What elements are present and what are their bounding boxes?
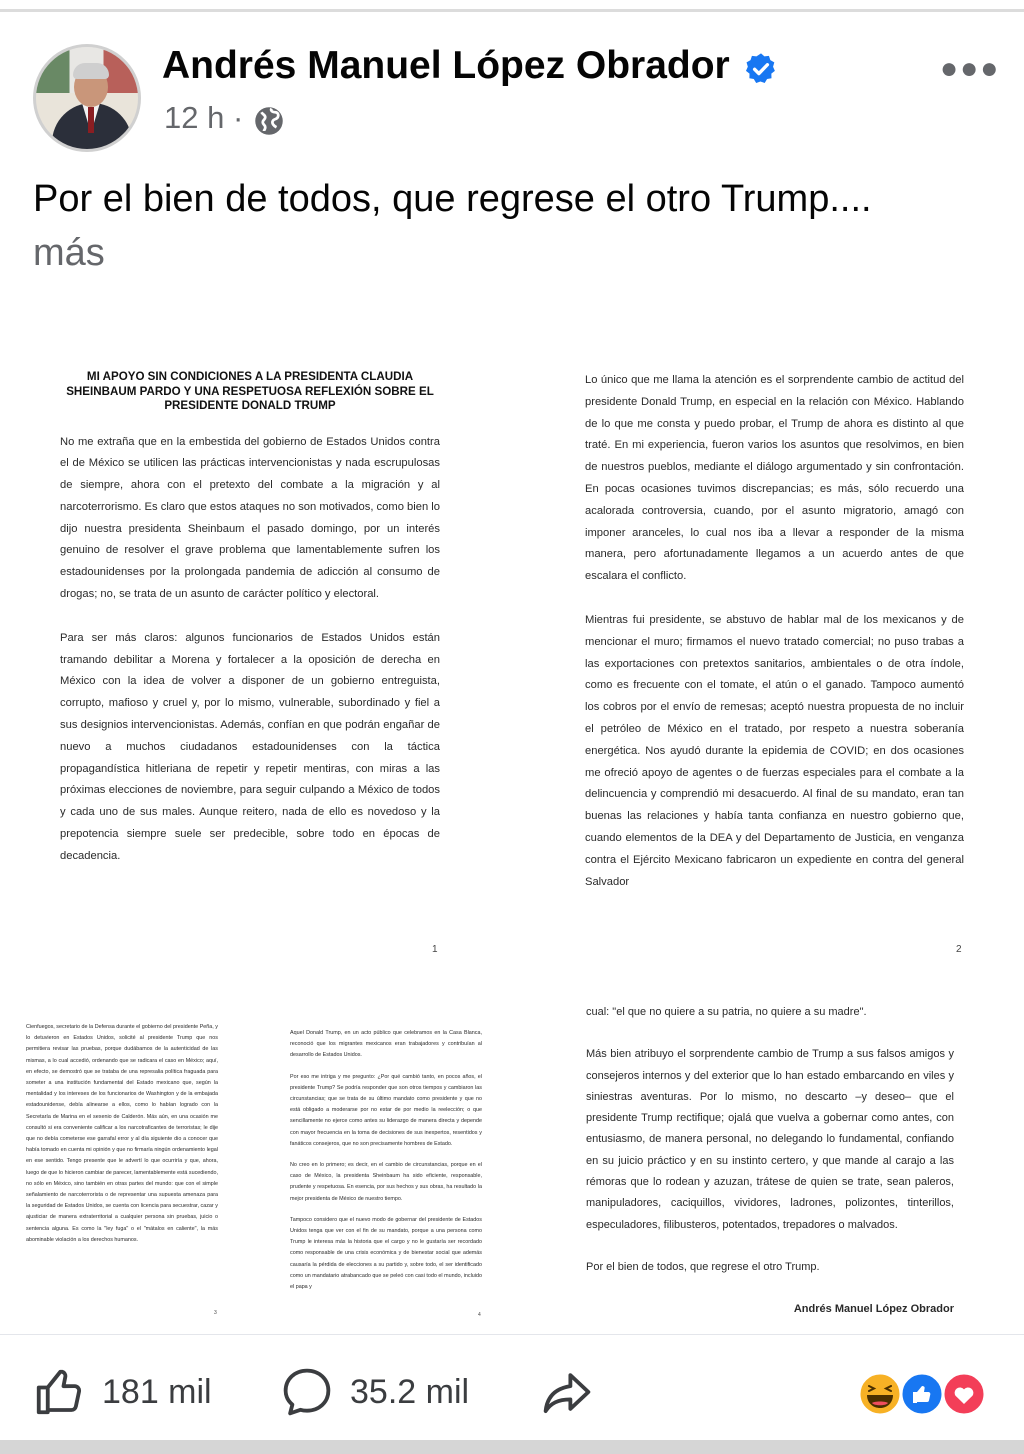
post-actions-bar — [0, 1334, 1024, 1454]
love-reaction-icon — [943, 1373, 985, 1415]
page-number: 4 — [478, 1312, 481, 1318]
page1-paragraph: No me extraña que en la embestida del gobierno de Estados Unidos contra el de México se utilicen las prácticas intervencionistas y nada escrupulosas de siempre, ahora con el pretexto del combate a la migración y al narcoterrorismo. Es claro que estos ataques no son motivados, como bien lo dijo nuestra presidenta Sheinbaum el pasado domingo, por un interés genuino de resolver el grave problema que lamentablemente sufren los estadounidenses por la prolongada pandemia de adicción al consumo de drogas; no, se trata de un asunto de carácter político y electoral. — [60, 435, 440, 601]
avatar[interactable] — [33, 44, 141, 152]
document-page-3 — [26, 1022, 218, 1246]
like-button[interactable] — [32, 1365, 212, 1419]
page4-paragraph: Aquel Donald Trump, en un acto público que celebramos en la Casa Blanca, reconoció que los migrantes mexicanos eran trabajadores y contribuían al desarrollo de Estados Unidos. — [290, 1030, 482, 1059]
page2-paragraph: Mientras fui presidente, se abstuvo de hablar mal de los mexicanos y de mencionar el muro; firmamos el nuevo tratado comercial; no puso trabas a las exportaciones con pretextos sanitarios, ambientales o de otra índole, como es frecuente con el tomate, el atún o el ganado. Tampoco aumentó los cobros por el envío de remesas; aceptó nuestra propuesta de no incluir el petróleo de México en el tratado, por respeto a nuestra soberanía energética. Nos ayudó durante la epidemia de COVID; en dos ocasiones me ofreció apoyo de agentes o de fuerzas especiales para el combate a la delincuencia y comprendió mi desacuerdo. Al final de su mandato, eran tan buenas las relaciones y había tanta confianza en nuestro gobierno que, cuando elementos de la DEA y del Departamento de Justicia, en venganza contra el Ejército Mexicano fabricaron un expediente en contra del general Salvador — [585, 613, 964, 888]
see-more-link[interactable]: más — [33, 232, 105, 274]
signature: Andrés Manuel López Obrador — [793, 1303, 954, 1316]
page-number: 3 — [214, 1310, 217, 1316]
page4-paragraph: No creo en lo primero; es decir, en el cambio de circunstancias, porque en el caso de México, la presidenta Sheinbaum ha sido eficiente, responsable, prudente y respetuosa. En esencia, por sus hechos y sus obras, ha resultado la mejor presidenta de México de nuestro tiempo. — [290, 1162, 482, 1202]
post-time[interactable]: 12 h — [164, 100, 225, 135]
globe-icon — [254, 106, 284, 136]
more-options-icon[interactable]: ●●● — [940, 52, 1001, 85]
thumbs-up-icon — [32, 1365, 86, 1419]
post-meta — [164, 100, 243, 136]
like-count: 181 mil — [102, 1372, 212, 1411]
comment-count: 35.2 mil — [350, 1372, 470, 1411]
document-page-1 — [60, 370, 440, 890]
previous-post-cutoff — [0, 0, 1024, 12]
page1-paragraph: Para ser más claros: algunos funcionarios de Estados Unidos están tramando debilitar a Morena y fortalecer a la oposición de derecha en México con la idea de volver a disponer de un gobierno entreguista, corrupto, mafioso y cruel y, por lo mismo, vulnerable, subordinado y fiel a sus designios intervencionistas. Además, confían en que podrán engañar de nuevo a muchos ciudadanos estadounidenses con la táctica propagandística hitleriana de repetir y repetir mentiras, con miras a las próximas elecciones de noviembre, para seguir culpando a México de todos y cada uno de sus males. Aunque reitero, nada de ello es novedoso y la prepotencia siempre suele ser predecible, sobre todo en épocas de decadencia. — [60, 631, 440, 862]
page5-paragraph: Más bien atribuyo el sorprendente cambio de Trump a sus falsos amigos y consejeros internos y del exterior que lo han estado embarcando en viles y siniestras aventuras. Por lo mismo, no descarto –y deseo– que el presidente Trump rectifique; ojalá que vuelva a gobernar como antes, con entusiasmo, de manera personal, no delegando lo fundamental, confiando en su juicio práctico y en su instinto certero, y que mande al carajo a las rémoras que lo rodean y azuzan, trátese de quien se trate, sean paleros, manipuladores, caciquillos, vividores, ladrones, polizontes, tinterillos, especuladores, filibusteros, potentados, trepadores o malvados. — [586, 1048, 954, 1231]
post-caption: Por el bien de todos, que regrese el otro Trump.... — [33, 178, 872, 220]
page4-paragraph: Por eso me intriga y me pregunto: ¿Por qué cambió tanto, en pocos años, el presidente Trump? Se podría responder que son otros tiempos y cambiaron las circunstancias; que se trata de su último mandato como presidente y que no está obligado a moderarse por no estar de por medio la reelección; o que sencillamente no ejerce como antes su liderazgo de manera directa y depende con mayor frecuencia en la toma de decisiones de sus inexpertos, resentidos y fanáticos consejeros, que no son precisamente hombres de Estado. — [290, 1073, 482, 1147]
document-page-2 — [585, 370, 964, 915]
attached-document-image[interactable] — [0, 342, 1024, 1334]
verified-badge-icon — [744, 52, 778, 86]
facebook-post — [0, 14, 1024, 1440]
share-button[interactable] — [540, 1365, 594, 1419]
author-name[interactable]: Andrés Manuel López Obrador — [162, 44, 730, 87]
like-reaction-icon — [901, 1373, 943, 1415]
page5-paragraph: cual: "el que no quiere a su patria, no quiere a su madre". — [586, 1006, 867, 1018]
post-text — [33, 172, 993, 280]
page2-paragraph: Lo único que me llama la atención es el sorprendente cambio de actitud del presidente Donald Trump, en especial en la relación con México. Hablando de lo que me consta y puedo probar, el Trump de ahora es distinto al que traté. En mi experiencia, fueron varios los asuntos que resolvimos, en bien de nuestros pueblos, mediante el diálogo argumentado y sin confrontación. En pocas ocasiones tuvimos discrepancias; es más, sólo recuerdo una acalorada controversia, cuando, por el asunto migratorio, amagó con imponer aranceles, lo cual nos iba a llevar a responder de la misma manera, pero afortunadamente llegamos a un acuerdo antes de que escalara el conflicto. — [585, 374, 964, 583]
page-number: 2 — [956, 944, 962, 955]
document-page-5 — [586, 1002, 954, 1321]
page-number: 1 — [432, 944, 438, 955]
comment-button[interactable] — [280, 1365, 469, 1419]
page5-paragraph: Por el bien de todos, que regrese el otro Trump. — [586, 1260, 820, 1273]
reaction-icons[interactable] — [856, 1371, 988, 1417]
document-page-4 — [290, 1028, 482, 1303]
meta-separator: · — [232, 100, 244, 135]
share-arrow-icon — [540, 1365, 594, 1419]
comment-bubble-icon — [280, 1365, 334, 1419]
bottom-divider — [0, 1440, 1024, 1454]
page3-paragraph: Cienfuegos, secretario de la Defensa durante el gobierno del presidente Peña, y lo detuvieron en Estados Unidos, solicité al presidente Trump que nos permitiera revisar las pruebas, porque dudábamos de la autenticidad de las mismas, a lo cual accedió, ordenando que se radicara el caso en México; aquí, en efecto, se demostró que se trataba de una represalia política fraguada para someter a una institución fundamental del Estado mexicano que, según la mentalidad y los intereses de los funcionarios de Washington y de la embajada estadounidense, debía alinearse a ellos, como lo habían logrado con la Secretaría de Marina en el sexenio de Calderón. Más aún, en una ocasión me consultó si era conveniente calificar a los narcotraficantes de terroristas; le dije que no debía cometerse ese garrafal error y al día siguiente dio a conocer que había tomado en cuenta mi opinión y que no firmaría ningún ordenamiento legal en ese sentido. Tengo presente que le advertí lo que ocurriría y que, ahora, luego de que lo hicieron cambiar de parecer, lamentablemente está sucediendo, no sólo en México, sino también en otras partes del mundo: que con el simple señalamiento de narcoterrorista o de representar una supuesta amenaza para la seguridad de Estados Unidos, se cuenta con licencia para secuestrar, cazar y ajusticiar de manera extraterritorial a cualquier persona sin pruebas, juicio o sentencia alguna. Es como la "ley fuga" o el "mátalos en caliente", la más abominable violación a los derechos humanos. — [26, 1024, 218, 1243]
page4-paragraph: Tampoco considero que el nuevo modo de gobernar del presidente de Estados Unidos tenga que ver con el fin de su mandato, porque a una persona como Trump le interesa más la historia que el cargo y no le gustaría ser recordado como responsable de una crisis económica y de bienestar social que además causaría la pérdida de elecciones a su partido y, sobre todo, el ser identificado como un mandatario atrabancado que se peleó con casi todo el mundo, incluido el papa y — [290, 1216, 482, 1291]
haha-reaction-icon — [859, 1373, 901, 1415]
document-heading: MI APOYO SIN CONDICIONES A LA PRESIDENTA CLAUDIA SHEINBAUM PARDO Y UNA RESPETUOSA REFLEXIÓN SOBRE EL PRESIDENTE DONALD TRUMP — [66, 370, 434, 412]
